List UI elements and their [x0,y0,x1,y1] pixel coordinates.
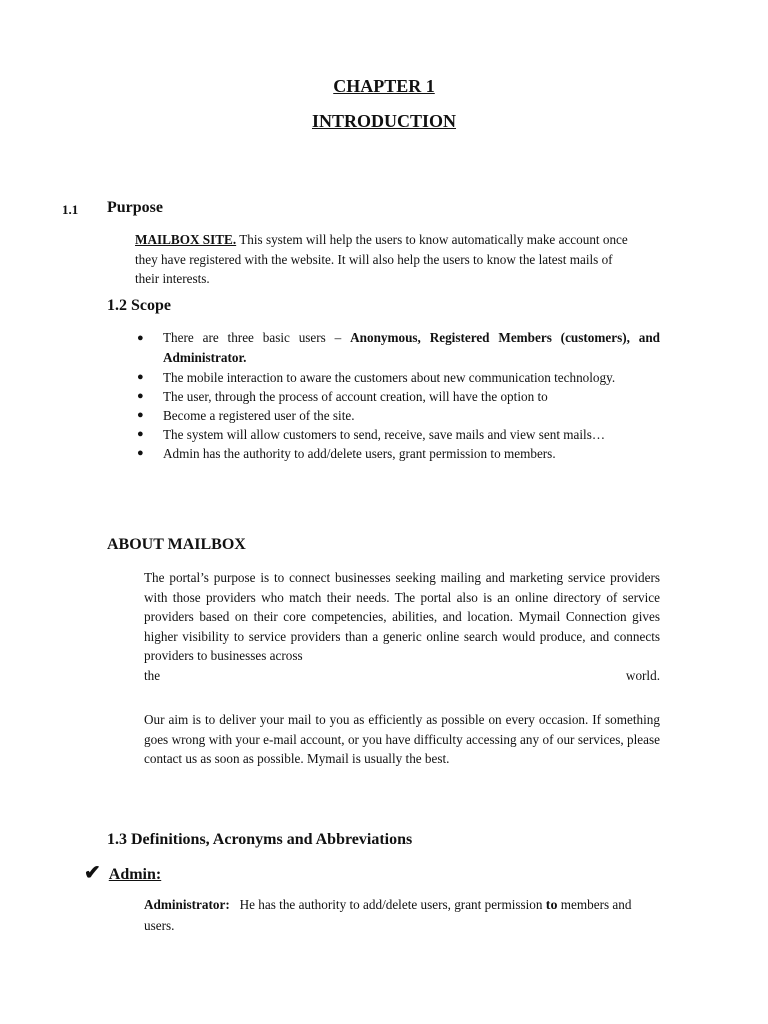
purpose-heading: Purpose [107,199,163,216]
list-item: ● Admin has the authority to add/delete users, grant permission to members. [137,446,556,461]
scope-heading: 1.2 Scope [107,297,171,314]
admin-label: Admin: [108,866,162,883]
bullet-icon: ● [137,390,144,402]
list-item: ● The mobile interaction to aware the customers about new communication technology. [137,370,616,385]
section-number: 1.1 [62,202,79,217]
list-item: ● The user, through the process of account creation, will have the option to [137,389,548,404]
purpose-paragraph [135,230,631,289]
chapter-title: CHAPTER 1 [333,76,435,96]
list-item: ● Become a registered user of the site. [137,408,355,423]
about-paragraph-1: The portal’s purpose is to connect businesses seeking mailing and marketing service providers with those providers who match their needs. The portal also is an online directory of service providers based on their core competencies, abilities, and location. Mymail Connection gives higher visibility to service providers than a generic online search would produce, and connects providers to businesses across the world. [144,568,660,685]
admin-definition: Administrator: He has the authority to add/delete users, grant permission to members and users. [144,897,632,933]
scope-list [135,328,660,463]
bullet-icon: ● [137,332,144,344]
checkmark-icon: ✔ [84,862,101,884]
list-item: ● There are three basic users – Anonymous, Registered Members (customers), and Administrator. [137,330,661,365]
bullet-icon: ● [137,371,144,383]
about-paragraph-1-tail: the world. [144,667,660,683]
definitions-heading: 1.3 Definitions, Acronyms and Abbreviations [107,831,413,848]
bullet-icon: ● [137,428,144,440]
about-paragraph-2: Our aim is to deliver your mail to you as efficiently as possible on every occasion. If something goes wrong with your e-mail account, or you have difficulty accessing any of our services, please contact us as soon as possible. Mymail is usually the best. [144,712,660,766]
bullet-icon: ● [137,447,144,459]
list-item: ● The system will allow customers to send, receive, save mails and view sent mails… [137,427,606,442]
mailbox-site-label: MAILBOX SITE. [135,232,237,247]
term-administrator: Administrator: [144,897,230,912]
admin-item [84,860,161,885]
about-heading: ABOUT MAILBOX [107,536,246,553]
purpose-text: This system will help the users to know automatically make account once they have registered with the website. It will also help the users to know the latest mails of their interests. [135,232,628,286]
page-title: INTRODUCTION [311,111,457,131]
bullet-icon: ● [137,409,144,421]
